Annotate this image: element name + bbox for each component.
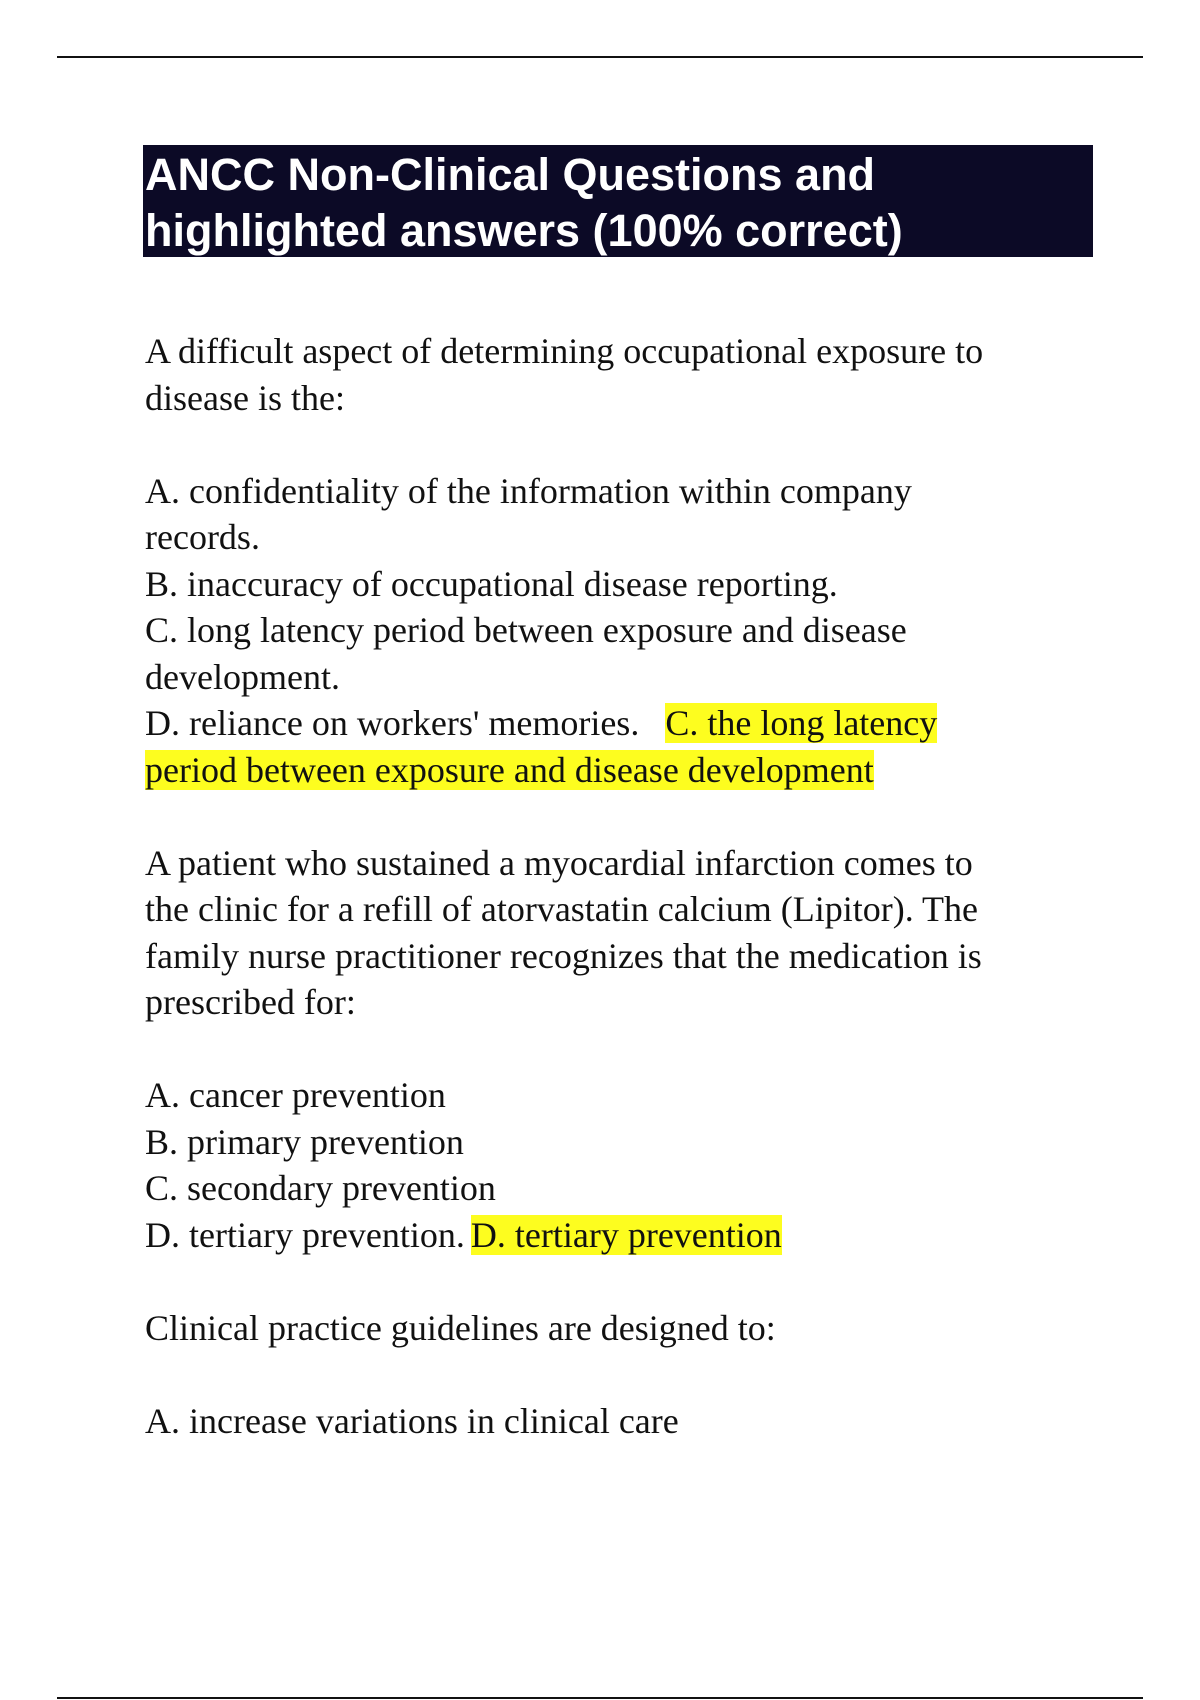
question-stem-line: A patient who sustained a myocardial infarction comes to xyxy=(145,842,973,883)
title-line-2: highlighted answers (100% correct) xyxy=(145,205,903,256)
question-block-3 xyxy=(145,1305,1105,1445)
answer-option-line: A. cancer prevention xyxy=(145,1075,446,1115)
answer-option-line: A. confidentiality of the information within company xyxy=(145,470,912,511)
question-stem-line: the clinic for a refill of atorvastatin calcium (Lipitor). The xyxy=(145,889,979,929)
top-rule xyxy=(57,56,1143,58)
question-stem-line: prescribed for: xyxy=(145,982,356,1022)
question-stem-line: A difficult aspect of determining occupational exposure to xyxy=(145,331,984,371)
title-line-1: ANCC Non-Clinical Questions and xyxy=(145,149,876,200)
answer-option-line-d xyxy=(145,700,1105,747)
highlighted-answer: period between exposure and disease development xyxy=(145,749,874,790)
answer-option-line: records. xyxy=(145,517,260,557)
answer-option-line: A. increase variations in clinical care xyxy=(145,1400,679,1441)
question-stem-line: Clinical practice guidelines are designed to: xyxy=(145,1307,776,1348)
question-stem-line: family nurse practitioner recognizes that the medication is xyxy=(145,935,982,976)
question-stem-line: disease is the: xyxy=(145,377,345,418)
highlighted-answer: D. tertiary prevention xyxy=(470,1214,782,1255)
answer-option-line: B. primary prevention xyxy=(145,1121,464,1162)
bottom-rule xyxy=(57,1697,1143,1699)
document-body xyxy=(145,328,1105,1444)
answer-option-line: C. long latency period between exposure and disease xyxy=(145,610,907,650)
answer-option-line: development. xyxy=(145,656,340,697)
answer-option-line: C. secondary prevention xyxy=(145,1168,496,1208)
answer-option-text: D. tertiary prevention. xyxy=(145,1214,465,1255)
document-title xyxy=(143,145,1093,257)
answer-option-line-d xyxy=(145,1212,1105,1259)
highlighted-answer: C. the long latency xyxy=(665,703,938,743)
highlighted-answer-line xyxy=(145,747,1105,794)
question-block-2 xyxy=(145,840,1105,1259)
answer-option-text: D. reliance on workers' memories. xyxy=(145,703,640,743)
question-block-1 xyxy=(145,328,1105,793)
answer-option-line: B. inaccuracy of occupational disease reporting. xyxy=(145,563,838,604)
